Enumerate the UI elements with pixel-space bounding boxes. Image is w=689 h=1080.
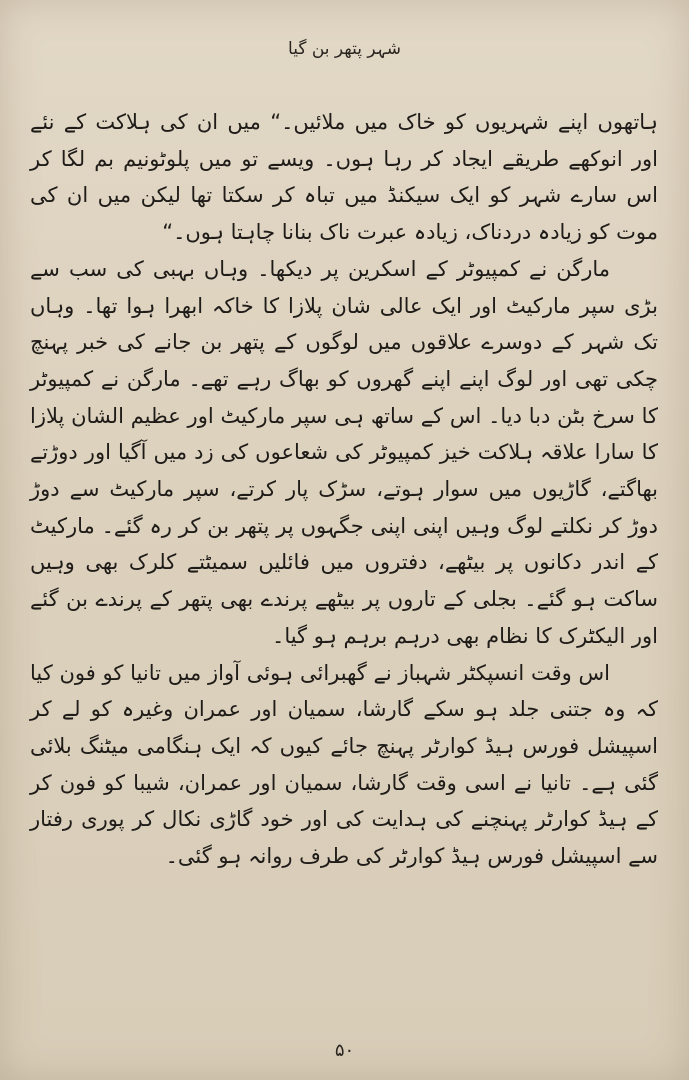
page-number: ۵۰	[334, 1040, 355, 1061]
paragraph-3: اس وقت انسپکٹر شہباز نے گھبرائی ہوئی آواز میں تانیا کو فون کیا کہ وہ جتنی جلد ہو سکے گارشا، سمیان اور عمران وغیرہ کو لے کر اسپیشل فورس ہیڈ کوارٹر پہنچ جائے کیوں کہ ایک ہنگامی میٹنگ بلائی گئی ہے۔ تانیا نے اسی وقت گارشا، سمیان اور عمران، شیبا کو فون کر کے ہیڈ کوارٹر پہنچنے کی ہدایت کی اور خود گاڑی نکال کر پوری رفتار سے اسپیشل فورس ہیڈ کوارٹر کی طرف روانہ ہو گئی۔	[30, 660, 658, 869]
page-body	[30, 104, 658, 875]
paragraph-2: مارگن نے کمپیوٹر کے اسکرین پر دیکھا۔ وہاں بہبی کی سب سے بڑی سپر مارکیٹ اور ایک عالی شان پلازا کا خاکہ ابھرا ہوا تھا۔ وہاں تک شہر کے دوسرے علاقوں میں لوگوں کے پتھر بن جانے کی خبر پہنچ چکی تھی اور لوگ اپنے اپنے گھروں کو بھاگ رہے تھے۔ مارگن نے کمپیوٹر کا سرخ بٹن دبا دیا۔ اس کے ساتھ ہی سپر مارکیٹ اور عظیم الشان پلازا کا سارا علاقہ ہلاکت خیز کمپیوٹر کی شعاعوں کی زد میں آگیا اور دوڑتے بھاگتے، گاڑیوں میں سوار ہوتے، سڑک پار کرتے، سپر مارکیٹ سے دوڑ دوڑ کر نکلتے لوگ وہیں اپنی اپنی جگہوں پر پتھر بن کر رہ گئے۔ مارکیٹ کے اندر دکانوں پر بیٹھے، دفتروں میں فائلیں سمیٹتے کلرک بھی وہیں ساکت ہو گئے۔ بجلی کے تاروں پر بیٹھے پرندے بھی پتھر کے پرندے بن گئے اور الیکٹرک کا نظام بھی درہم برہم ہو گیا۔	[30, 256, 658, 648]
paragraph-1: ہاتھوں اپنے شہریوں کو خاک میں ملائیں۔“ میں ان کی ہلاکت کے نئے اور انوکھے طریقے ایجاد کر رہا ہوں۔ ویسے تو میں پلوٹونیم بم لگا کر اس سارے شہر کو ایک سیکنڈ میں تباہ کر سکتا تھا لیکن میں ان کی موت کو زیادہ دردناک، زیادہ عبرت ناک بنانا چاہتا ہوں۔“	[30, 110, 658, 245]
running-title: شہر پتھر بن گیا	[288, 39, 401, 59]
